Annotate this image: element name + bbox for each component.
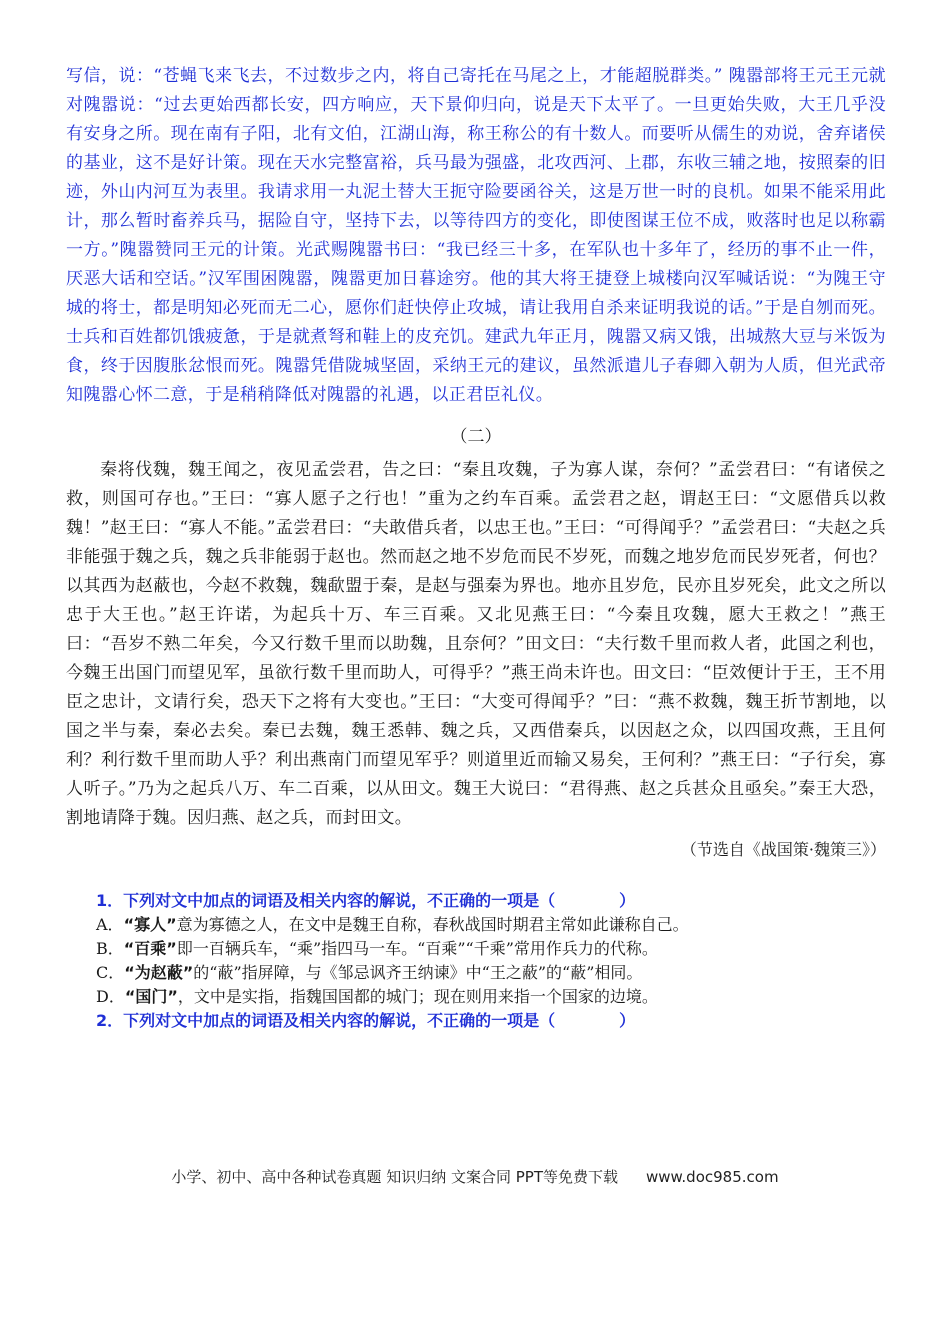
question-1: 1．下列对文中加点的词语及相关内容的解说，不正确的一项是（ ） (96, 891, 636, 910)
option-b-keyword: “百乘” (123, 939, 177, 958)
option-a-text: 意为寡德之人，在文中是魏王自称，春秋战国时期君主常如此谦称自己。 (176, 915, 689, 934)
option-d-text: ，文中是实指，指魏国国都的城门；现在则用来指一个国家的边境。 (177, 987, 658, 1006)
option-a (96, 913, 886, 937)
classical-text-paragraph: 秦将伐魏，魏王闻之，夜见孟尝君，告之曰：“秦且攻魏，子为寡人谋，奈何？”孟尝君曰：“有诸侯之救，则国可存也。”王曰：“寡人愿子之行也！”重为之约车百乘。孟尝君之赵，谓赵王曰：“文愿借兵以救魏！”赵王曰：“寡人不能。”孟尝君曰：“夫敢借兵者，以忠王也。”王曰：“可得闻乎？”孟尝君曰：“夫赵之兵非能强于魏之兵，魏之兵非能弱于赵也。然而赵之地不岁危而民不岁死，而魏之地岁危而民岁死者，何也？以其西为赵蔽也，今赵不救魏，魏歃盟于秦，是赵与强秦为界也。地亦且岁危，民亦且岁死矣，此文之所以忠于大王也。”赵王许诺，为起兵十万、车三百乘。又北见燕王曰：“今秦且攻魏，愿大王救之！”燕王曰：“吾岁不熟二年矣，今又行数千里而以助魏，且奈何？”田文曰：“夫行数千里而救人者，此国之利也，今魏王出国门而望见军，虽欲行数千里而助人，可得乎？”燕王尚未许也。田文曰：“臣效便计于王，王不用臣之忠计，文请行矣，恐天下之将有大变也。”王曰：“大变可得闻乎？”曰：“燕不救魏，魏王折节割地，以国之半与秦，秦必去矣。秦已去魏，魏王悉韩、魏之兵，又西借秦兵，以因赵之众，以四国攻燕，王且何利？利行数千里而助人乎？利出燕南门而望见军乎？则道里近而输又易矣，王何利？”燕王曰：“子行矣，寡人听子。”乃为之起兵八万、车二百乘，以从田文。魏王大说曰：“君得燕、赵之兵甚众且亟矣。”秦王大恐，割地请降于魏。因归燕、赵之兵，而封田文。 (66, 460, 886, 828)
option-a-label: A． (96, 915, 124, 934)
footer-text: 小学、初中、高中各种试卷真题 知识归纳 文案合同 PPT等免费下载 (171, 1168, 618, 1186)
option-c-keyword: “为赵蔽” (124, 963, 194, 982)
source-citation: （节选自《战国策·魏策三》） (680, 840, 886, 859)
option-b-text: 即一百辆兵车，“乘”指四马一车。“百乘”“千乘”常用作兵力的代称。 (176, 939, 658, 958)
option-b-label: B． (96, 939, 124, 958)
option-d-label: D． (96, 987, 125, 1006)
question-2: 2．下列对文中加点的词语及相关内容的解说，不正确的一项是（ ） (96, 1011, 636, 1030)
questions-section (66, 889, 886, 1033)
section-title: （二） (450, 427, 502, 447)
footer-url[interactable]: www.doc985.com (645, 1168, 779, 1186)
option-c (96, 961, 886, 985)
option-d (96, 985, 886, 1009)
option-d-keyword: “国门” (124, 987, 178, 1006)
page-footer (0, 1166, 950, 1187)
option-c-text: 的“蔽”指屏障，与《邹忌讽齐王纳谏》中“王之蔽”的“蔽”相同。 (193, 963, 643, 982)
option-c-label: C． (96, 963, 125, 982)
option-b (96, 937, 886, 961)
page-content (66, 62, 886, 1033)
option-a-keyword: “寡人” (123, 915, 177, 934)
translation-paragraph: 写信，说：“苍蝇飞来飞去，不过数步之内，将自己寄托在马尾之上，才能超脱群类。” 隗嚣部将王元王元就对隗嚣说：“过去更始西都长安，四方响应，天下景仰归向，说是天下太平了。一旦更始失败，大王几乎没有安身之所。现在南有子阳，北有文伯，江湖山海，称王称公的有十数人。而要听从儒生的劝说，舍弃诸侯的基业，这不是好计策。现在天水完整富裕，兵马最为强盛，北攻西河、上郡，东收三辅之地，按照秦的旧迹，外山内河互为表里。我请求用一丸泥土替大王扼守险要函谷关，这是万世一时的良机。如果不能采用此计，那么暂时畜养兵马，据险自守，坚持下去，以等待四方的变化，即使图谋王位不成，败落时也足以称霸一方。”隗嚣赞同王元的计策。光武赐隗嚣书曰：“我已经三十多，在军队也十多年了，经历的事不止一件，厌恶大话和空话。”汉军围困隗嚣，隗嚣更加日暮途穷。他的其大将王捷登上城楼向汉军喊话说：“为隗王守城的将士，都是明知必死而无二心，愿你们赶快停止攻城，请让我用自杀来证明我说的话。”于是自刎而死。士兵和百姓都饥饿疲惫，于是就煮弩和鞋上的皮充饥。建武九年正月，隗嚣又病又饿，出城熬大豆与米饭为食，终于因腹胀忿恨而死。隗嚣凭借陇城坚固，采纳王元的建议，虽然派遣儿子春卿入朝为人质，但光武帝知隗嚣心怀二意，于是稍稍降低对隗嚣的礼遇，以正君臣礼仪。 (66, 66, 886, 405)
